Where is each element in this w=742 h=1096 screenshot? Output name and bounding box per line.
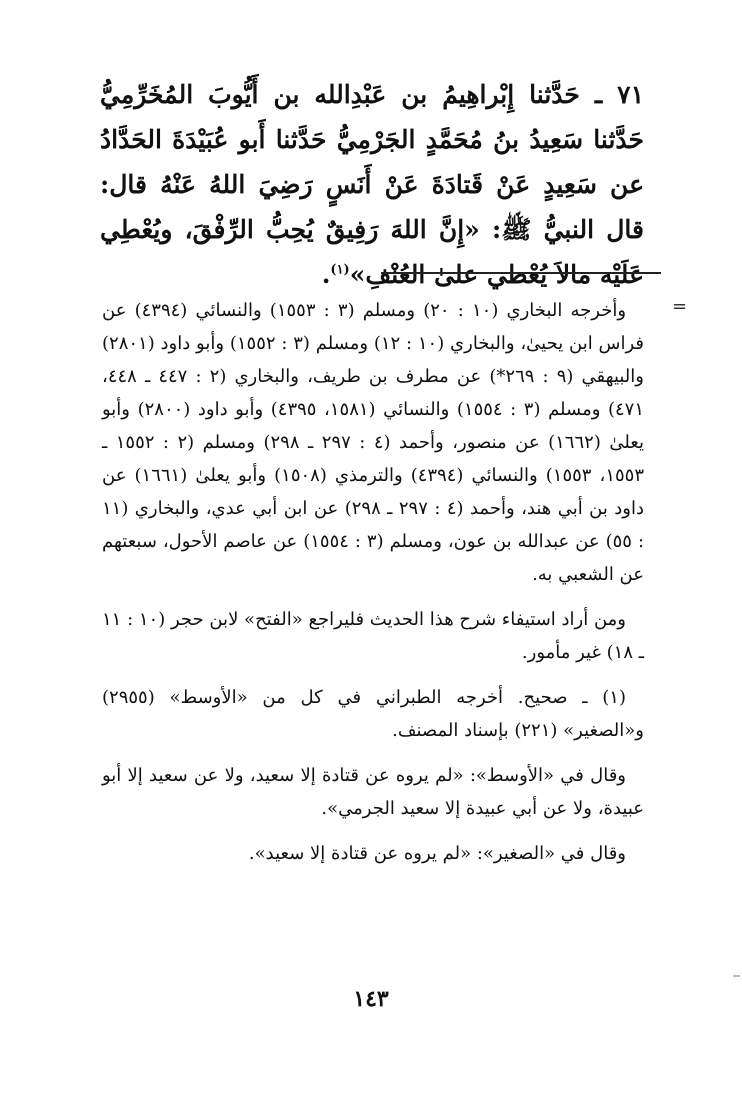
page-edge-mark (733, 975, 740, 977)
footnote-continued-text: وأخرجه البخاري (١٠ : ٢٠) ومسلم (٣ : ١٥٥٣) والنسائي (٤٣٩٤) عن فراس ابن يحيىٰ، والبخاري (١٠ : ١٢) ومسلم (٣ : ١٥٥٢) وأبو داود (٢٨٠١) والبيهقي (٩ : ٢٦٩*) عن مطرف بن طريف، والبخاري (٢ : ٤٤٧ ـ ٤٤٨، ٤٧١) ومسلم (٣ : ١٥٥٤) والنسائي (١٥٨١، ٤٣٩٥) وأبو داود (٢٨٠٠) وأبو يعلىٰ (١٦٦٢) عن منصور، وأحمد (٤ : ٢٩٧ ـ ٢٩٨) ومسلم (٢ : ١٥٥٢ ـ ١٥٥٣، ١٥٥٣) والنسائي (٤٣٩٤) والترمذي (١٥٠٨) وأبو يعلىٰ (١٦٦١) عن داود بن أبي هند، وأحمد (٤ : ٢٩٧ ـ ٢٩٨) عن ابن أبي عدي، والبخاري (١١ : ٥٥) عن عبدالله بن عون، ومسلم (٣ : ١٥٥٤) عن عاصم الأحول، سبعتهم عن الشعبي به. (102, 300, 645, 585)
hadith-block (100, 72, 644, 297)
hadith-text: ٧١ ـ حَدَّثنا إِبْراهِيمُ بن عَبْدِالله بن أَيُّوبَ المُخَرِّمِيُّ حَدَّثنا سَعِيدُ بنُ مُحَمَّدٍ الجَرْمِيُّ حَدَّثنا أَبو عُبَيْدَةَ الحَدَّادُ عن سَعِيدٍ عَنْ قَتادَةَ عَنْ أَنَسٍ رَضِيَ اللهُ عَنْهُ قال: قال النبيُّ ﷺ: «إِنَّ اللهَ رَفِيقٌ يُحِبُّ الرِّفْقَ، ويُعْطِي عَلَيْه مالاَ يُعْطي علىٰ العُنْفِ» (100, 80, 644, 289)
hadith-paragraph (100, 72, 644, 297)
hadith-end: . (321, 260, 331, 289)
page-number: ١٤٣ (353, 986, 389, 1012)
footnotes-section (102, 294, 644, 876)
footnote-continuation-mark: = (672, 296, 688, 317)
footnote-reference[interactable]: (١) (330, 262, 350, 278)
awsat-quote: وقال في «الأوسط»: «لم يروه عن قتادة إلا سعيد، ولا عن سعيد إلا أبو عبيدة، ولا عن أبي عبيدة إلا سعيد الجرمي». (102, 765, 644, 819)
saghir-quote: وقال في «الصغير»: «لم يروه عن قتادة إلا سعيد». (248, 843, 626, 864)
footnote-divider (381, 272, 661, 274)
fath-reference-note: ومن أراد استيفاء شرح هذا الحديث فليراجع «الفتح» لابن حجر (١٠ : ١١ ـ ١٨) غير مأمور. (102, 609, 644, 663)
footnote-1: (١) ـ صحيح. أخرجه الطبراني في كل من «الأوسط» (٢٩٥٥) و«الصغير» (٢٢١) بإسناد المصنف. (102, 687, 644, 741)
